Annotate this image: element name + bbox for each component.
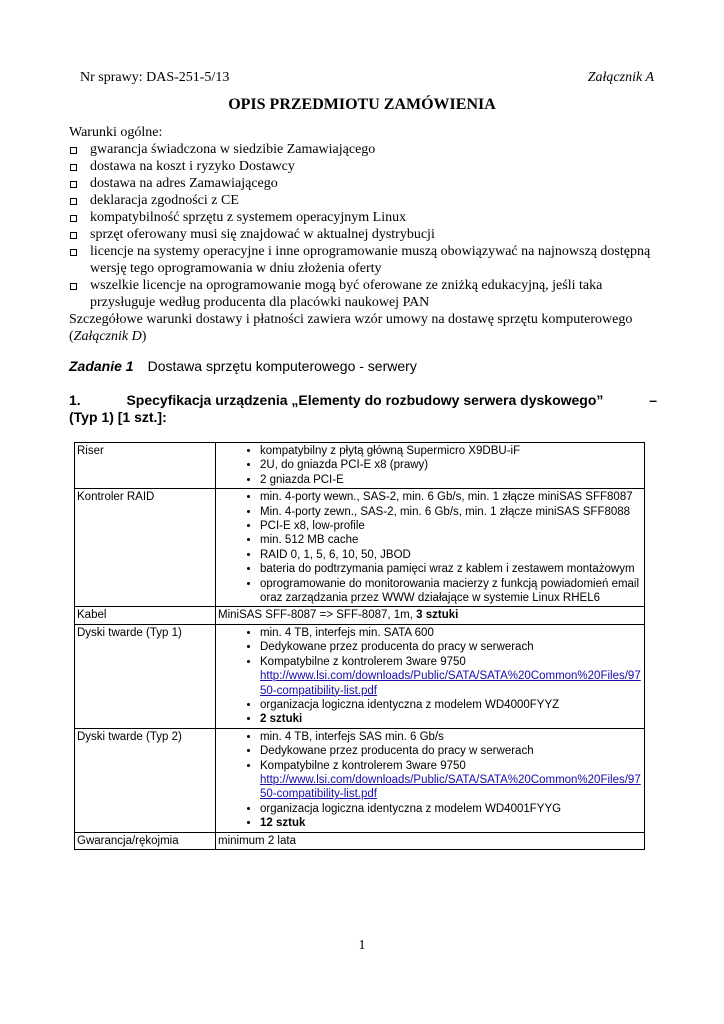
condition-item: dostawa na adres Zamawiającego	[69, 175, 659, 192]
row-spec	[216, 489, 645, 607]
spec-item: • RAID 0, 1, 5, 6, 10, 50, JBOD	[260, 548, 642, 562]
table-row	[75, 607, 645, 624]
spec-item: • Dedykowane przez producenta do pracy w serwerach	[260, 640, 642, 654]
spec-item: • min. 4-porty wewn., SAS-2, min. 6 Gb/s, min. 1 złącze miniSAS SFF8087	[260, 490, 642, 504]
spec-item: • 2 gniazda PCI-E	[260, 473, 642, 487]
checkbox-bullet-icon	[70, 283, 77, 290]
spec-item: • Min. 4-porty zewn., SAS-2, min. 6 Gb/s, min. 1 złącze miniSAS SFF8088	[260, 505, 642, 519]
page-number: 1	[358, 938, 366, 953]
checkbox-bullet-icon	[70, 181, 77, 188]
spec-item: • oprogramowanie do monitorowania macierzy z funkcją powiadomień email oraz zarządzania przez WWW działające w systemie Linux RHEL6	[260, 577, 642, 606]
annex-label: Załącznik A	[587, 70, 654, 85]
row-spec: minimum 2 lata	[216, 832, 645, 849]
spec-item: • 2U, do gniazda PCI-E x8 (prawy)	[260, 458, 642, 472]
case-number: Nr sprawy: DAS-251-5/13	[80, 70, 230, 85]
row-label: Riser	[75, 443, 216, 489]
row-spec	[216, 443, 645, 489]
table-row	[75, 624, 645, 728]
table-row	[75, 728, 645, 832]
task-heading	[69, 358, 417, 374]
quantity: 3 sztuki	[416, 609, 459, 622]
checkbox-bullet-icon	[70, 249, 77, 256]
condition-item: gwarancja świadczona w siedzibie Zamawiającego	[69, 141, 659, 158]
table-row	[75, 832, 645, 849]
spec-item: • Dedykowane przez producenta do pracy w serwerach	[260, 744, 642, 758]
checkbox-bullet-icon	[70, 198, 77, 205]
condition-item: sprzęt oferowany musi się znajdować w aktualnej dystrybucji	[69, 226, 659, 243]
spec-title: Specyfikacja urządzenia „Elementy do rozbudowy serwera dyskowego”	[126, 392, 604, 408]
general-conditions	[69, 124, 659, 345]
condition-item: dostawa na koszt i ryzyko Dostawcy	[69, 158, 659, 175]
row-spec	[216, 728, 645, 832]
spec-dash: –	[649, 392, 657, 408]
annex-reference: Załącznik D	[73, 329, 142, 344]
spec-item: • kompatybilny z płytą główną Supermicro X9DBU-iF	[260, 444, 642, 458]
row-label: Dyski twarde (Typ 1)	[75, 624, 216, 728]
condition-item: wszelkie licencje na oprogramowanie mogą być oferowane ze zniżką edukacyjną, jeśli taka przysługuje według producenta dla placówki naukowej PAN	[69, 277, 659, 311]
spec-item: • min. 512 MB cache	[260, 533, 642, 547]
spec-subtitle: (Typ 1) [1 szt.]:	[69, 409, 167, 425]
table-row	[75, 489, 645, 607]
task-title: Dostawa sprzętu komputerowego - serwery	[147, 358, 417, 374]
compatibility-list-link[interactable]: http://www.lsi.com/downloads/Public/SATA/SATA%20Common%20Files/9750-compatibility-list.pdf	[260, 773, 641, 801]
row-label: Dyski twarde (Typ 2)	[75, 728, 216, 832]
row-label: Kabel	[75, 607, 216, 624]
spec-item: • min. 4 TB, interfejs min. SATA 600	[260, 626, 642, 640]
spec-item	[260, 712, 642, 726]
spec-item: • organizacja logiczna identyczna z modelem WD4001FYYG	[260, 802, 642, 816]
spec-table	[74, 442, 645, 850]
document-title: OPIS PRZEDMIOTU ZAMÓWIENIA	[228, 96, 496, 113]
quantity: 2 sztuki	[260, 713, 303, 726]
row-spec	[216, 624, 645, 728]
row-spec: MiniSAS SFF-8087 => SFF-8087, 1m, 3 sztuki	[216, 607, 645, 624]
spec-item: • min. 4 TB, interfejs SAS min. 6 Gb/s	[260, 730, 642, 744]
spec-number: 1.	[69, 392, 81, 408]
condition-item: deklaracja zgodności z CE	[69, 192, 659, 209]
table-row	[75, 443, 645, 489]
conditions-footnote: Szczegółowe warunki dostawy i płatności zawiera wzór umowy na dostawę sprzętu komputerowego (Załącznik D)	[69, 312, 633, 344]
spec-item: • Kompatybilne z kontrolerem 3ware 9750 http://www.lsi.com/downloads/Public/SATA/SATA%20Common%20Files/9750-compatibility-list.pdf	[260, 655, 642, 698]
spec-item: • Kompatybilne z kontrolerem 3ware 9750 http://www.lsi.com/downloads/Public/SATA/SATA%20Common%20Files/9750-compatibility-list.pdf	[260, 759, 642, 802]
row-label: Gwarancja/rękojmia	[75, 832, 216, 849]
conditions-list	[69, 141, 659, 311]
condition-item: licencje na systemy operacyjne i inne oprogramowanie muszą obowiązywać na najnowszą dostępną wersję tego oprogramowania w dniu złożenia oferty	[69, 243, 659, 277]
row-label: Kontroler RAID	[75, 489, 216, 607]
spec-item: • bateria do podtrzymania pamięci wraz z kablem i zestawem montażowym	[260, 562, 642, 576]
conditions-heading: Warunki ogólne:	[69, 125, 163, 140]
checkbox-bullet-icon	[70, 164, 77, 171]
spec-heading	[69, 392, 657, 426]
checkbox-bullet-icon	[70, 215, 77, 222]
task-label: Zadanie 1	[69, 358, 134, 374]
spec-item	[260, 816, 642, 830]
checkbox-bullet-icon	[70, 232, 77, 239]
spec-item: • PCI-E x8, low-profile	[260, 519, 642, 533]
quantity: 12 sztuk	[260, 817, 306, 830]
condition-item: kompatybilność sprzętu z systemem operacyjnym Linux	[69, 209, 659, 226]
checkbox-bullet-icon	[70, 147, 77, 154]
spec-item: • organizacja logiczna identyczna z modelem WD4000FYYZ	[260, 698, 642, 712]
compatibility-list-link[interactable]: http://www.lsi.com/downloads/Public/SATA/SATA%20Common%20Files/9750-compatibility-list.pdf	[260, 670, 641, 697]
